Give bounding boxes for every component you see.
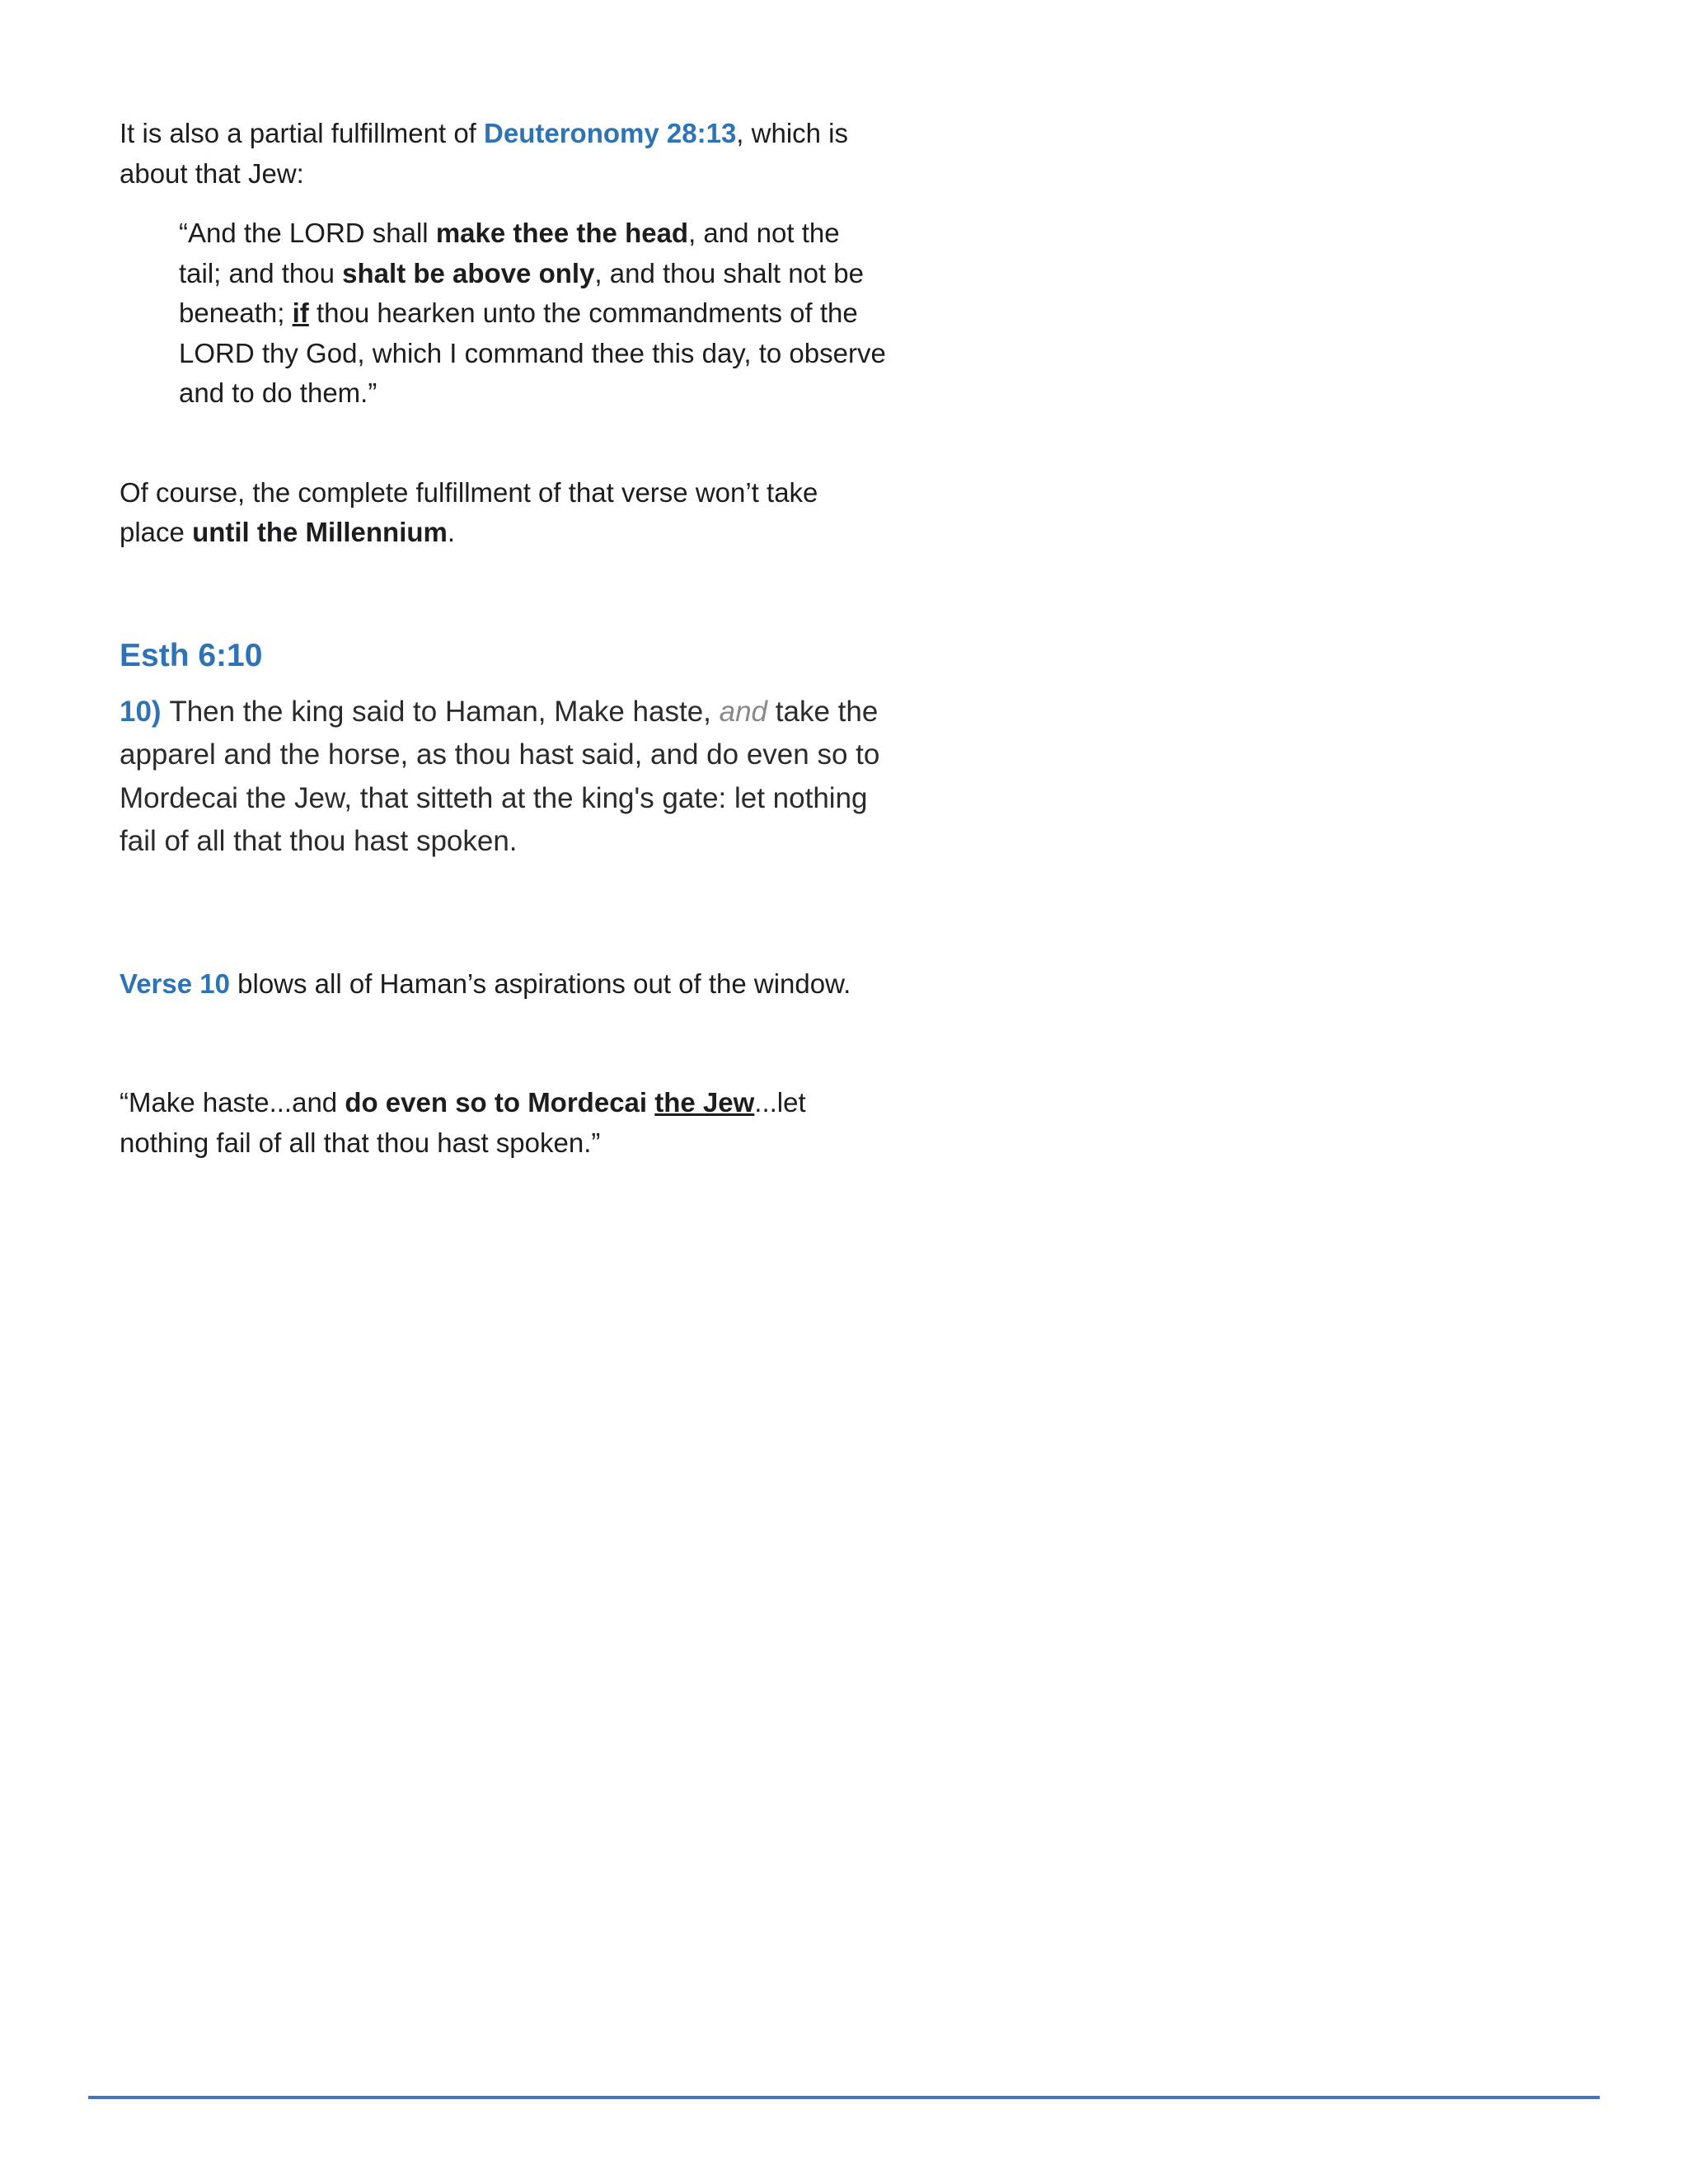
text-segment: “Make haste...and [120,1087,345,1118]
text-segment: ...let nothing fail of all that thou hast spoken.” [120,1087,806,1158]
text-segment: Of course, the complete fulfillment of that verse won’t take place [120,476,818,547]
text-segment: “And the LORD shall [179,218,436,248]
text-segment: . [447,517,456,547]
text-segment: 10) [120,695,170,728]
footer-divider-rule [88,2096,1600,2099]
blockquote-deuteronomy-28-13 [179,213,888,414]
text-segment: , and thou shalt not be beneath; [179,257,864,328]
paragraph-intro [120,114,886,194]
text-segment: Deuteronomy 28:13 [484,118,737,148]
text-segment: take the apparel and the horse, as thou hast said, and do even so to Mordecai the Jew, that sitteth at the king's gate: let nothing fail of all that thou hast spoken. [120,695,880,858]
paragraph-millennium [120,473,886,553]
text-segment: if [292,298,309,328]
text-segment: blows all of Haman’s aspirations out of the window. [229,968,851,999]
text-segment: Verse 10 [120,968,230,999]
heading-esther-6-10: Esth 6:10 [120,637,263,673]
text-segment: Then the king said to Haman, Make haste, [169,695,720,728]
text-segment: thou hearken unto the commandments of the LORD thy God, which I command thee this day, to observe and to do them.” [179,298,886,408]
paragraph-make-haste-quote [120,1083,861,1163]
text-segment: and [719,695,768,728]
document-content [120,114,898,1163]
text-segment: It is also a partial fulfillment of [120,118,485,148]
text-segment: until the Millennium [192,517,448,547]
text-segment: do even so to Mordecai [345,1087,655,1118]
text-segment: shalt be above only [342,257,595,288]
text-segment: make thee the head [435,218,689,248]
text-segment: , which is about that Jew: [120,118,849,189]
verse-esther-6-10 [120,691,898,864]
text-segment: the Jew [654,1087,755,1118]
paragraph-verse-10-comment [120,964,886,1005]
text-segment: , and not the tail; and thou [179,218,840,288]
